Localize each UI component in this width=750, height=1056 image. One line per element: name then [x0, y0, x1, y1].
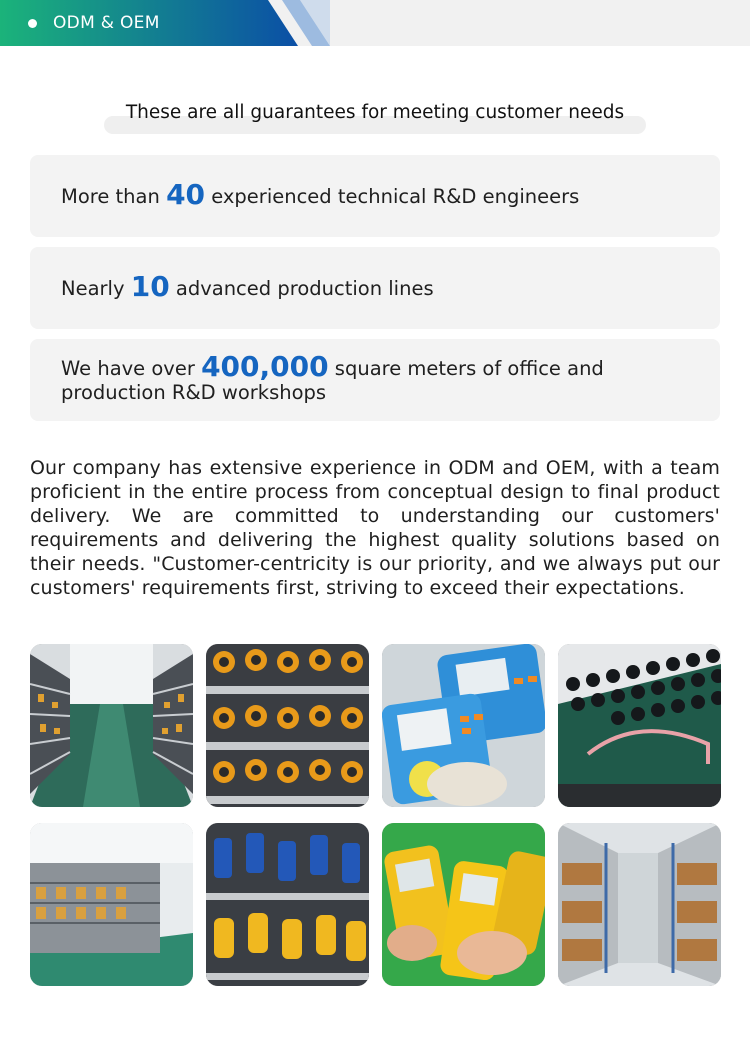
- feature-text-after: experienced technical R&D engineers: [205, 185, 580, 208]
- gallery-photo-production-workshop: [30, 823, 193, 986]
- subtitle-text: These are all guarantees for meeting customer needs: [125, 102, 625, 123]
- feature-card-engineers: [30, 155, 720, 237]
- feature-text-after: square meters of office and production R&D workshops: [61, 357, 604, 404]
- header-title: [28, 0, 160, 46]
- photo-gallery: [30, 644, 720, 986]
- feature-text-before: More than: [61, 185, 167, 208]
- gallery-photo-handheld-detector: [382, 823, 545, 986]
- feature-number: 40: [166, 178, 206, 211]
- feature-text-after: advanced production lines: [169, 277, 434, 300]
- subtitle: [104, 99, 646, 135]
- bullet-dot-icon: [28, 19, 37, 28]
- section-header: [0, 0, 750, 46]
- gallery-photo-sensor-rack: [206, 823, 369, 986]
- company-description: Our company has extensive experience in ODM and OEM, with a team proficient in the entire process from conceptual design to final product delivery. We are committed to understanding our customers' requirements and delivering the highest quality solutions based on their needs. "Customer-centricity is our priority, and we always put our customers' requirements first, striving to exceed their expectations.: [30, 457, 720, 599]
- header-title-text: ODM & OEM: [53, 13, 160, 33]
- gallery-photo-circuit-board: [558, 644, 721, 807]
- feature-text-before: We have over: [61, 357, 202, 380]
- feature-number: 10: [130, 270, 170, 303]
- gallery-photo-aging-rack: [30, 644, 193, 807]
- feature-card-workshop-area: [30, 339, 720, 421]
- gallery-photo-storage-shelving: [558, 823, 721, 986]
- feature-number: 400,000: [201, 350, 329, 383]
- gallery-photo-yellow-detectors: [206, 644, 369, 807]
- gallery-photo-blue-detectors: [382, 644, 545, 807]
- feature-card-production-lines: [30, 247, 720, 329]
- feature-text-before: Nearly: [61, 277, 131, 300]
